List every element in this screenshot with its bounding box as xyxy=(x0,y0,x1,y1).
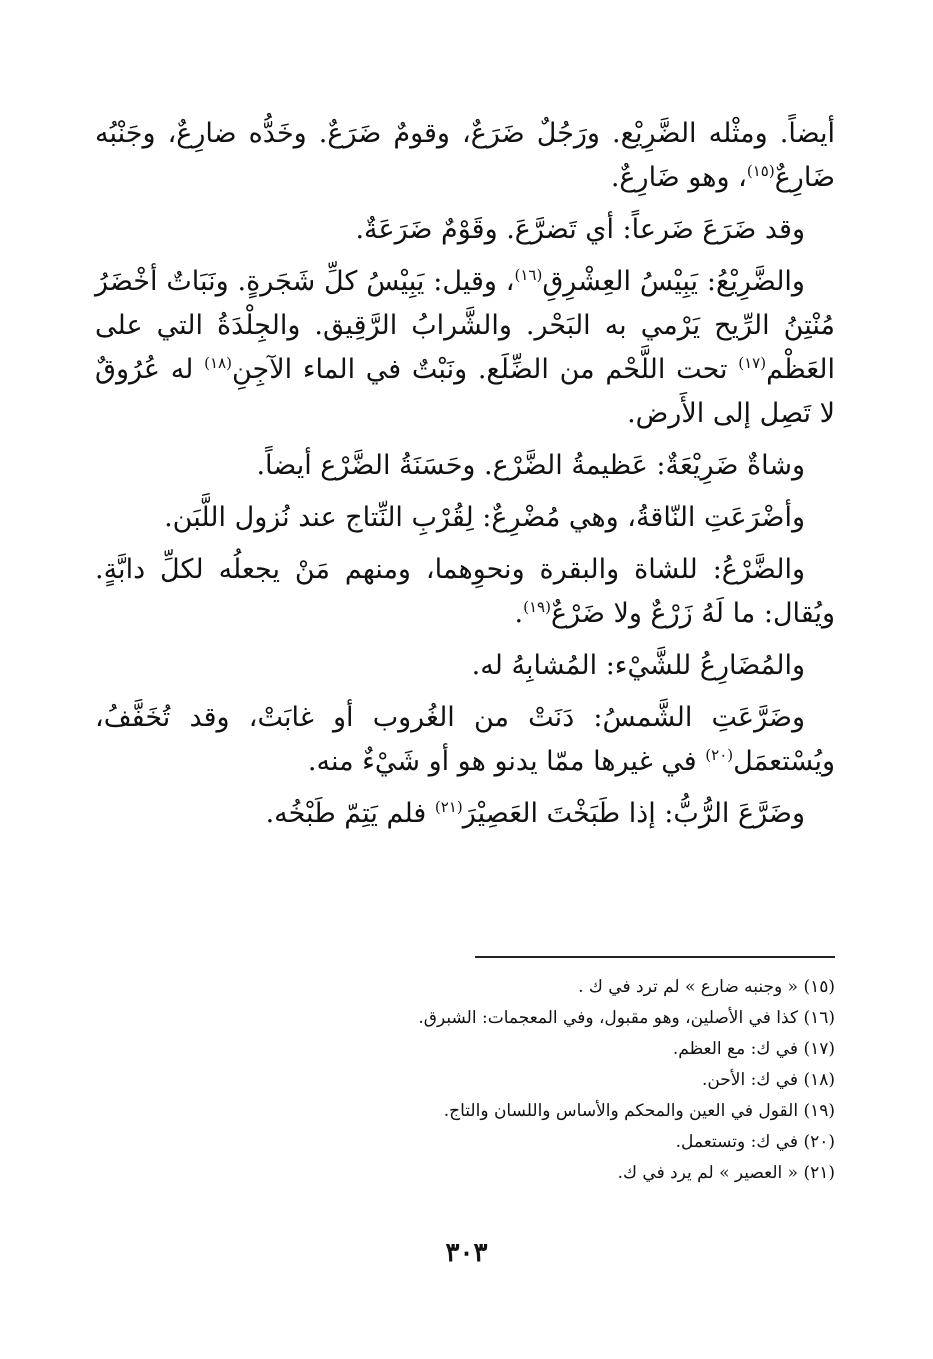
paragraph-3-part-d: له عُرُوقٌ لا تَصِل إلى الأَرض. xyxy=(95,354,835,429)
footnote-15: (١٥) « وجنبه ضارع » لم ترد في ك . xyxy=(578,977,835,997)
paragraph-5 xyxy=(95,496,835,540)
paragraph-7-text: والمُضَارِعُ للشَّيْء: المُشابِهُ له. xyxy=(471,650,805,681)
paragraph-7 xyxy=(95,644,835,688)
footnote-separator xyxy=(475,956,835,958)
paragraph-9 xyxy=(95,792,835,836)
footnote-ref-20: (٢٠) xyxy=(705,746,734,764)
footnote-19: (١٩) القول في العين والمحكم والأساس واللسان والتاج. xyxy=(443,1101,835,1121)
paragraph-3-part-a: والضَّرِيْعُ: يَبِيْسُ العِشْرِقِ xyxy=(542,266,805,297)
footnote-ref-17: (١٧) xyxy=(738,354,767,372)
paragraph-4-text: وشاةٌ ضَرِيْعَةٌ: عَظيمةُ الضَّرْع. وحَسَنَةُ الضَّرْع أيضاً. xyxy=(256,450,805,481)
footnote-18: (١٨) في ك: الأحن. xyxy=(701,1070,835,1090)
paragraph-9-text: وضَرَّعَ الرُّبُّ: إذا طَبَخْتَ العَصِيْرَ xyxy=(462,798,805,829)
paragraph-5-text: وأضْرَعَتِ النّاقةُ، وهي مُضْرِعٌ: لِقُرْبِ النِّتاج عند نُزول اللَّبَن. xyxy=(164,502,805,533)
paragraph-8-tail: في غيرها ممّا يدنو هو أو شَيْءٌ منه. xyxy=(307,746,706,777)
paragraph-2 xyxy=(95,208,835,252)
footnote-20: (٢٠) في ك: وتستعمل. xyxy=(675,1132,835,1152)
paragraph-1 xyxy=(95,112,835,200)
footnote-ref-21: (٢١) xyxy=(434,798,463,816)
footnote-16: (١٦) كذا في الأصلين، وهو مقبول، وفي المعجمات: الشبرق. xyxy=(418,1008,835,1028)
footnotes xyxy=(95,972,835,1189)
footnote-ref-16: (١٦) xyxy=(514,266,543,284)
paragraph-3 xyxy=(95,260,835,436)
paragraph-1-text: أيضاً. ومثْله الضَّرِيْع. ورَجُلٌ ضَرَعٌ، وقومٌ ضَرَعٌ. وخَدُّه ضارِعٌ، وجَنْبُه ضَارِعٌ xyxy=(95,118,835,193)
page-number: ٣٠٣ xyxy=(445,1238,488,1268)
paragraph-3-part-c: تحت اللَّحْم من الضِّلَع. ونَبْتٌ في الماء الآجِنِ xyxy=(231,354,739,385)
paragraph-1-tail: ، وهو ضَارِعٌ. xyxy=(610,162,747,193)
footnote-17: (١٧) في ك: مع العظم. xyxy=(672,1039,835,1059)
paragraph-3-part-b: ، وقيل: يَبِيْسُ كلِّ شَجَرةٍ. ونَبَاتٌ أخْضَرُ مُنْتِنُ الرِّيح يَرْمي به البَحْر. والشَّرابُ الرَّقِيق. والجِلْدَةُ التي على العَظْم xyxy=(95,266,835,385)
paragraph-8 xyxy=(95,696,835,784)
paragraph-6 xyxy=(95,548,835,636)
paragraph-6-tail: . xyxy=(514,598,524,629)
paragraph-6-text: والضَّرْعُ: للشاة والبقرة ونحوِهما، ومنهم مَنْ يجعلُه لكلِّ دابَّةٍ. ويُقال: ما لَهُ زَرْعٌ ولا ضَرْعٌ xyxy=(95,554,835,629)
paragraph-8-text: وضَرَّعَتِ الشَّمسُ: دَنَتْ من الغُروب أو غابَتْ، وقد تُخَفَّفُ، ويُسْتعمَل xyxy=(95,702,835,777)
footnote-ref-18: (١٨) xyxy=(204,354,232,372)
footnote-ref-15: (١٥) xyxy=(746,162,775,180)
paragraph-2-text: وقد ضَرَعَ ضَرعاً: أي تَضرَّعَ. وقَوْمٌ ضَرَعَةٌ. xyxy=(355,214,805,245)
footnote-ref-19: (١٩) xyxy=(523,598,551,616)
main-text xyxy=(95,112,835,844)
footnote-21: (٢١) « العصير » لم يرد في ك. xyxy=(617,1163,835,1183)
paragraph-9-tail: فلم يَتِمّ طَبْخُه. xyxy=(265,798,435,829)
paragraph-4 xyxy=(95,444,835,488)
